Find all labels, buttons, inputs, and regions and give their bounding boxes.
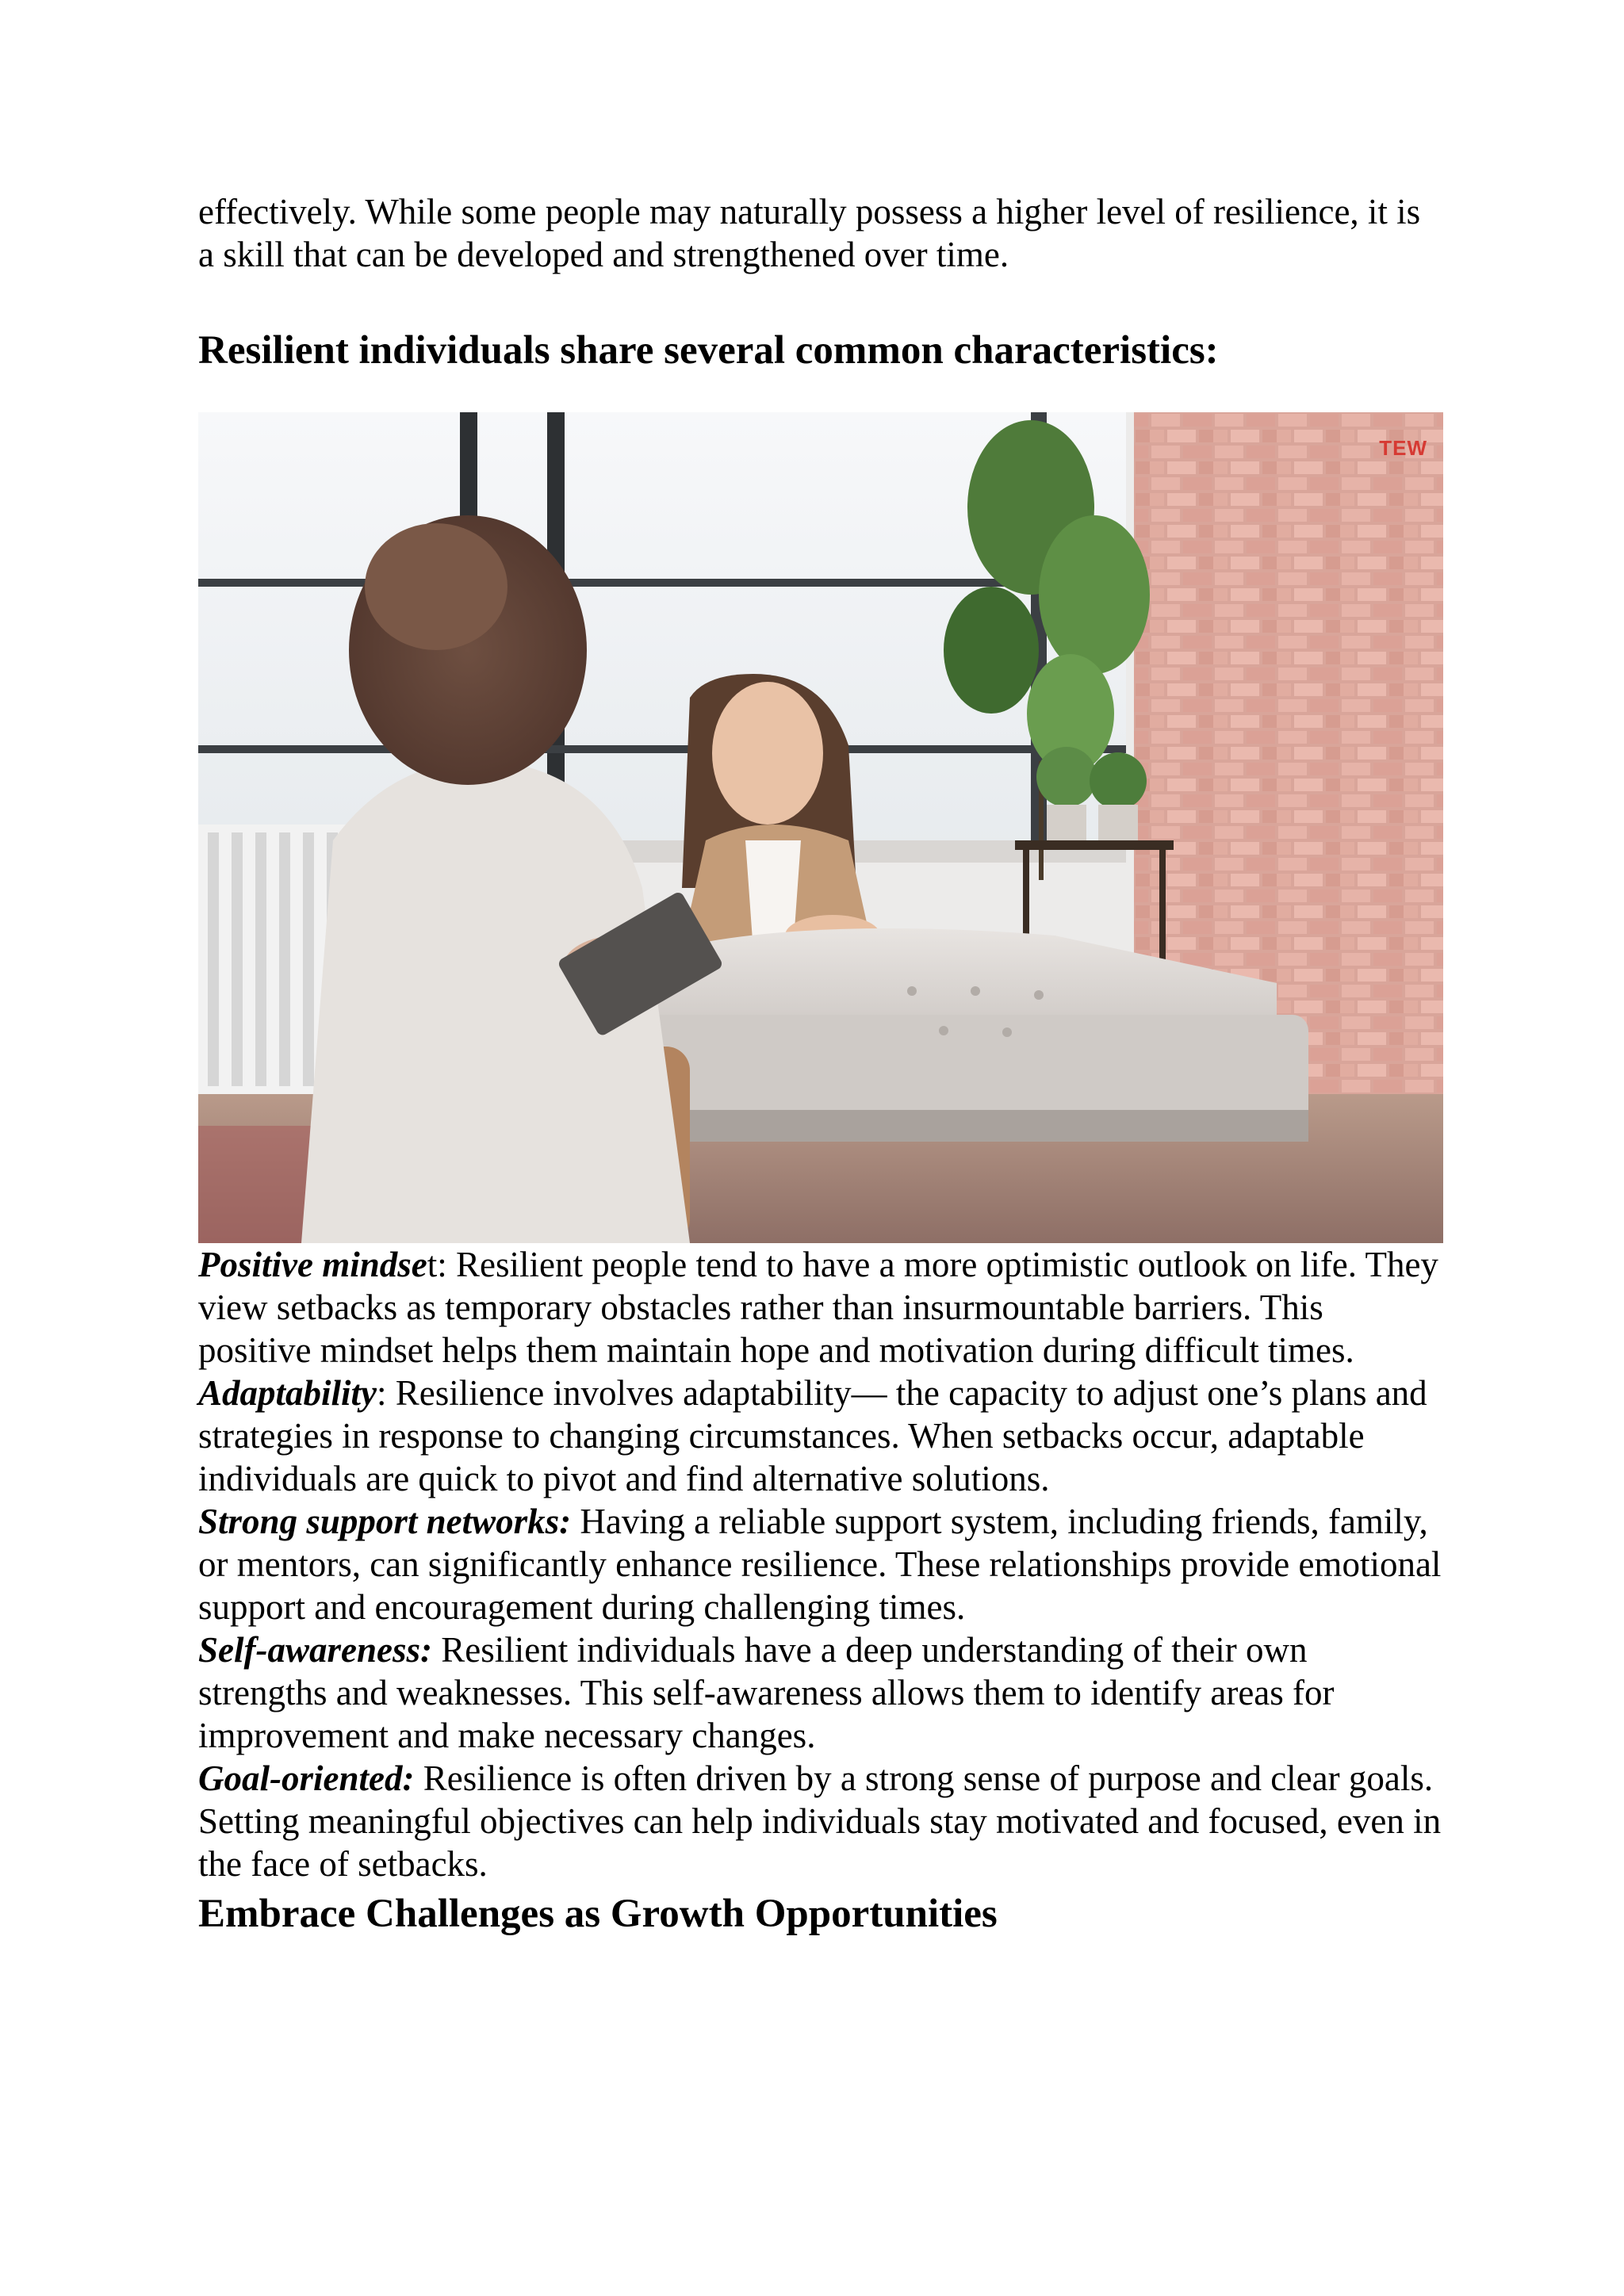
tew-watermark-logo: TEW (1379, 436, 1427, 460)
list-item (198, 1757, 1443, 1885)
characteristic-text: Resilient individuals have a deep understanding of their own strengths and weaknesses. This self-awareness allows them to identify areas for improvement and make necessary changes. (198, 1630, 1335, 1755)
characteristic-text: Resilience is often driven by a strong sense of purpose and clear goals. Setting meaningful objectives can help individuals stay motivated and focused, even in the face of setbacks. (198, 1758, 1442, 1884)
list-item (198, 1628, 1443, 1757)
document-page (198, 190, 1443, 1938)
characteristic-term-suffix: t (427, 1245, 438, 1284)
characteristic-separator (432, 1630, 441, 1670)
characteristic-separator (414, 1758, 423, 1798)
characteristic-term: Strong support networks: (198, 1502, 572, 1541)
list-item (198, 1243, 1443, 1372)
characteristic-text: Resilience involves adaptability— the capacity to adjust one’s plans and strategies in response to changing circumstances. When setbacks occur, adaptable individuals are quick to pivot and find alternative solutions. (198, 1373, 1427, 1498)
characteristic-term: Positive mindse (198, 1245, 427, 1284)
characteristic-text: Resilient people tend to have a more optimistic outlook on life. They view setbacks as temporary obstacles rather than insurmountable barriers. This positive mindset helps them maintain hope and motivation during difficult times. (198, 1245, 1438, 1370)
section-heading: Resilient individuals share several common characteristics: (198, 328, 1219, 373)
list-item (198, 1500, 1443, 1628)
list-item (198, 1372, 1443, 1500)
characteristic-term: Self-awareness: (198, 1630, 432, 1670)
characteristic-text: Having a reliable support system, including friends, family, or mentors, can significantly enhance resilience. These relationships provide emotional support and encouragement during challenging times. (198, 1502, 1442, 1627)
characteristic-separator (571, 1502, 580, 1541)
therapy-session-photo (198, 412, 1443, 1243)
characteristic-separator: : (377, 1373, 396, 1413)
intro-paragraph: effectively. While some people may naturally possess a higher level of resilience, it is a skill that can be developed and strengthened over time. (198, 192, 1421, 274)
photo-illustration (198, 412, 1443, 1243)
characteristic-term: Adaptability (198, 1373, 377, 1413)
characteristic-term: Goal-oriented: (198, 1758, 415, 1798)
next-section-heading: Embrace Challenges as Growth Opportunities (198, 1892, 998, 1936)
characteristic-separator: : (437, 1245, 457, 1284)
characteristics-list (198, 1243, 1443, 1885)
